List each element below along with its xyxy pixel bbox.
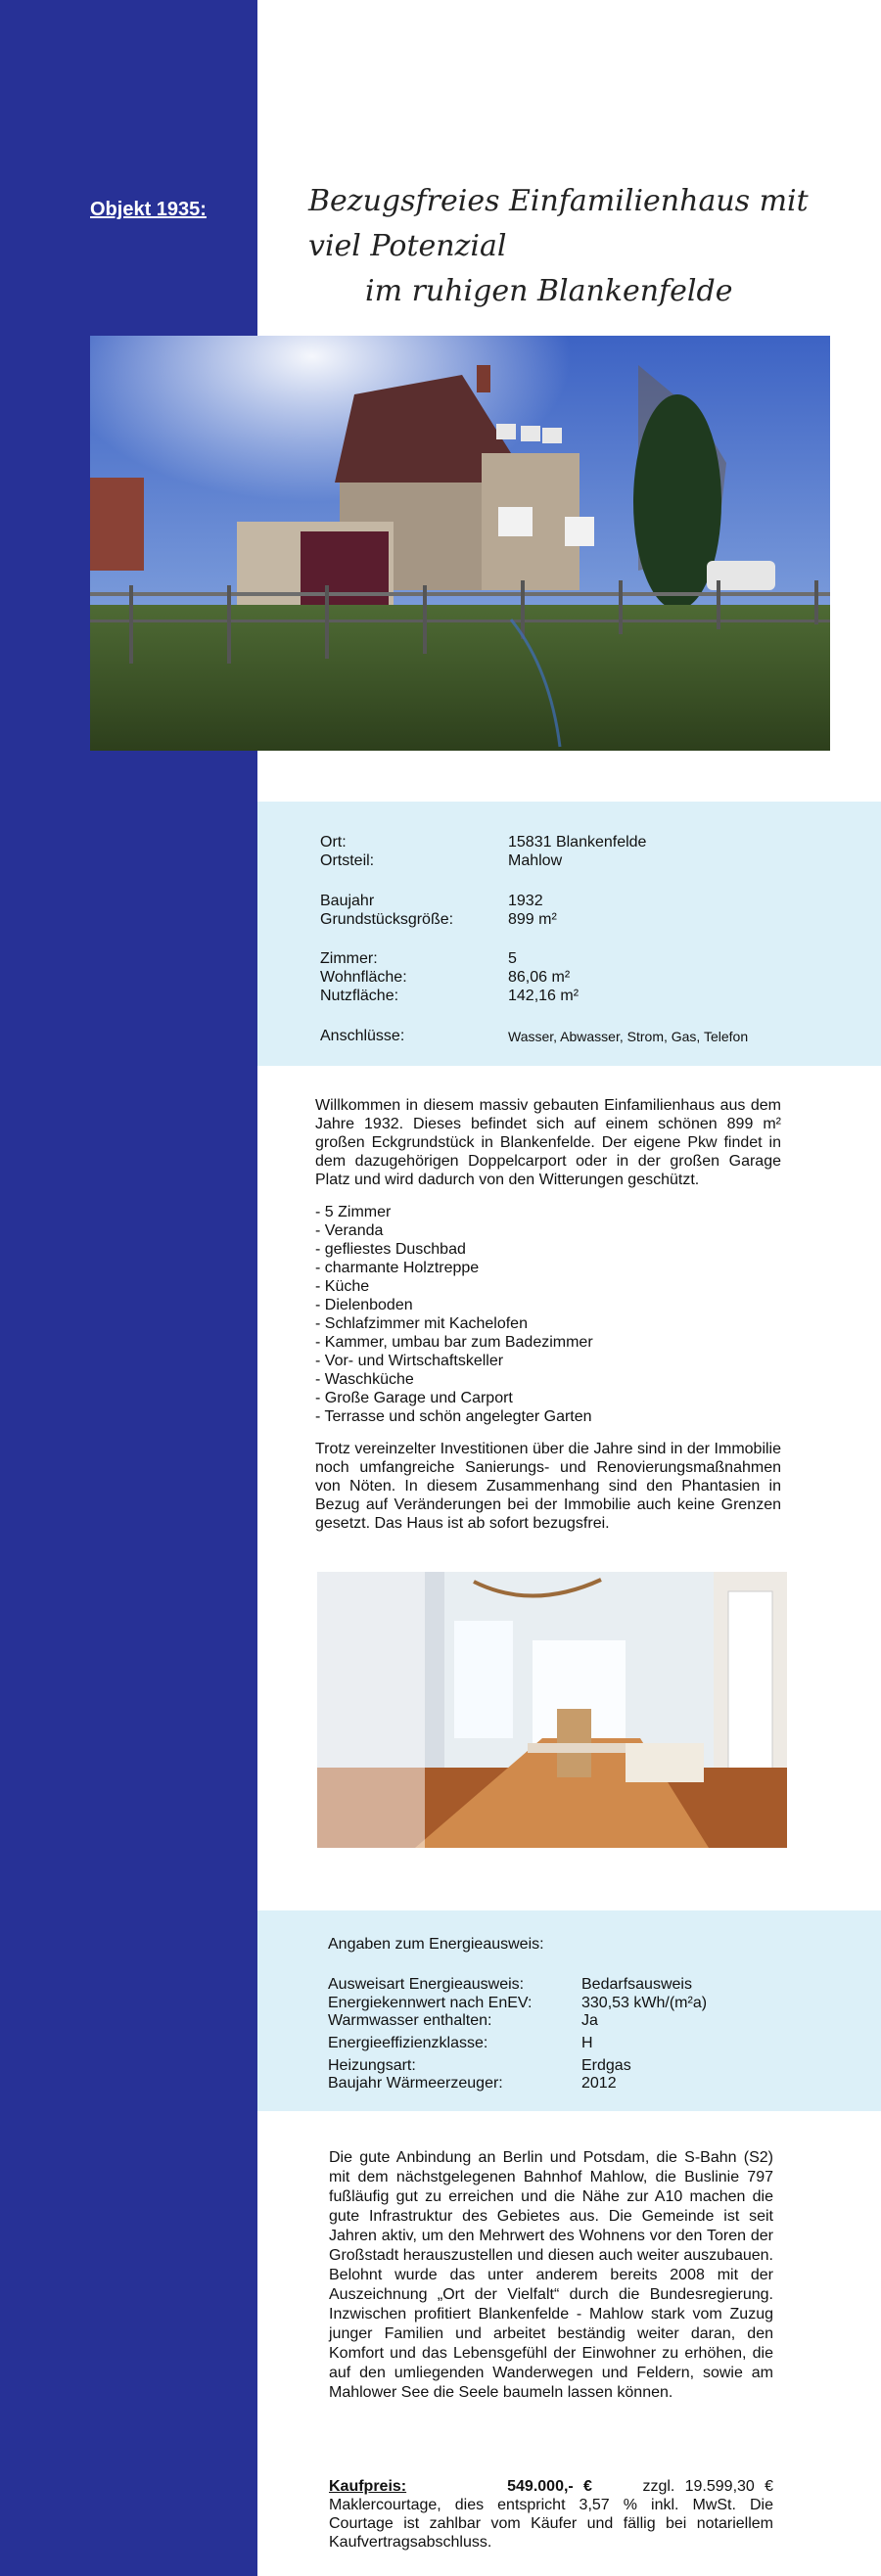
list-item: - Große Garage und Carport xyxy=(315,1390,513,1406)
energy-certificate-box: Angaben zum Energieausweis: Ausweisart Energieausweis: Bedarfsausweis Energiekennwert nach EnEV: 330,53 kWh/(m²a) Warmwasser enthalten: Ja Energieeffizienzklasse: H Heizungsart: Erdgas Baujahr Wärmeerzeuger: 2012 xyxy=(257,1910,881,2111)
property-description xyxy=(315,1096,781,1546)
list-item: - Dielenboden xyxy=(315,1297,413,1313)
list-item: - Kammer, umbau bar zum Badezimmer xyxy=(315,1334,593,1351)
list-item: - Veranda xyxy=(315,1222,384,1239)
property-facts-box: Ort: 15831 Blankenfelde Ortsteil: Mahlow Baujahr 1932 Grundstücksgröße: 899 m² Zimmer: 5 Wohnfläche: 86,06 m² Nutzfläche: 142,16 m² Anschlüsse: Wasser, Abwasser, Strom, Gas, Telefon xyxy=(257,802,881,1066)
list-item: - Schlafzimmer mit Kachelofen xyxy=(315,1315,528,1332)
object-number: Objekt 1935: xyxy=(90,199,207,220)
title-line-2: im ruhigen Blankenfelde xyxy=(365,274,733,308)
list-item: - gefliestes Duschbad xyxy=(315,1241,466,1258)
description-outro: Trotz vereinzelter Investitionen über die Jahre sind in der Immobilie noch umfangreiche Sanierungs- und Renovierungsmaßnahmen von Nöten. In diesem Zusammenhang sind den Phantasien in Bezug auf Veränderungen bei der Immobilie auch keine Grenzen gesetzt. Das Haus ist ab sofort bezugsfrei. xyxy=(315,1441,781,1532)
title-line-1: Bezugsfreies Einfamilienhaus mit viel Potenzial xyxy=(308,184,809,263)
description-intro: Willkommen in diesem massiv gebauten Einfamilienhaus aus dem Jahre 1932. Dieses befindet sich auf einem schönen 899 m² großen Eckgrundstück in Blankenfelde. Der eigene Pkw findet in dem dazugehörigen Doppelcarport oder in der großen Garage Platz und wird dadurch von den Witterungen geschützt. xyxy=(315,1097,781,1188)
list-item: - charmante Holztreppe xyxy=(315,1260,480,1276)
house-exterior-photo xyxy=(90,336,830,751)
page-title xyxy=(308,179,817,314)
feature-list xyxy=(315,1203,781,1426)
list-item: - Küche xyxy=(315,1278,370,1295)
list-item: - 5 Zimmer xyxy=(315,1204,392,1220)
location-description: Die gute Anbindung an Berlin und Potsdam, die S-Bahn (S2) mit dem nächstgelegenen Bahnhof Mahlow, die Buslinie 797 fußläufig gut zu erreichen und die Nähe zur A10 machen die gute Infrastruktur des Gebietes aus. Die Gemeinde ist seit Jahren aktiv, um den Mehrwert des Wohnens vor den Toren der Großstadt herauszustellen und diesen auch weiter auszubauen. Belohnt wurde das unter anderem bereits 2008 mit der Auszeichnung „Ort der Vielfalt“ durch die Bundesregierung. Inzwischen profitiert Blankenfelde - Mahlow stark vom Zuzug junger Familien und arbeitet beständig weiter daran, den Komfort und das Lebensgefühl der Einwohner zu erhöhen, die auf den umliegenden Wanderwegen und Feldern, sowie am Mahlower See die Seele baumeln lassen können. xyxy=(329,2149,773,2401)
list-item: - Waschküche xyxy=(315,1371,414,1388)
list-item: - Terrasse und schön angelegter Garten xyxy=(315,1408,592,1425)
list-item: - Vor- und Wirtschaftskeller xyxy=(315,1353,504,1369)
price-label: Kaufpreis: xyxy=(329,2478,407,2495)
price-amount: 549.000,- € xyxy=(507,2478,592,2495)
veranda-interior-photo xyxy=(317,1572,787,1848)
price-block xyxy=(329,2477,773,2552)
price-details: zzgl. 19.599,30 € Maklercourtage, dies entspricht 3,57 % inkl. MwSt. Die Courtage ist zahlbar vom Käufer und fällig bei notariellem Kaufvertragsabschluss. xyxy=(329,2478,774,2551)
